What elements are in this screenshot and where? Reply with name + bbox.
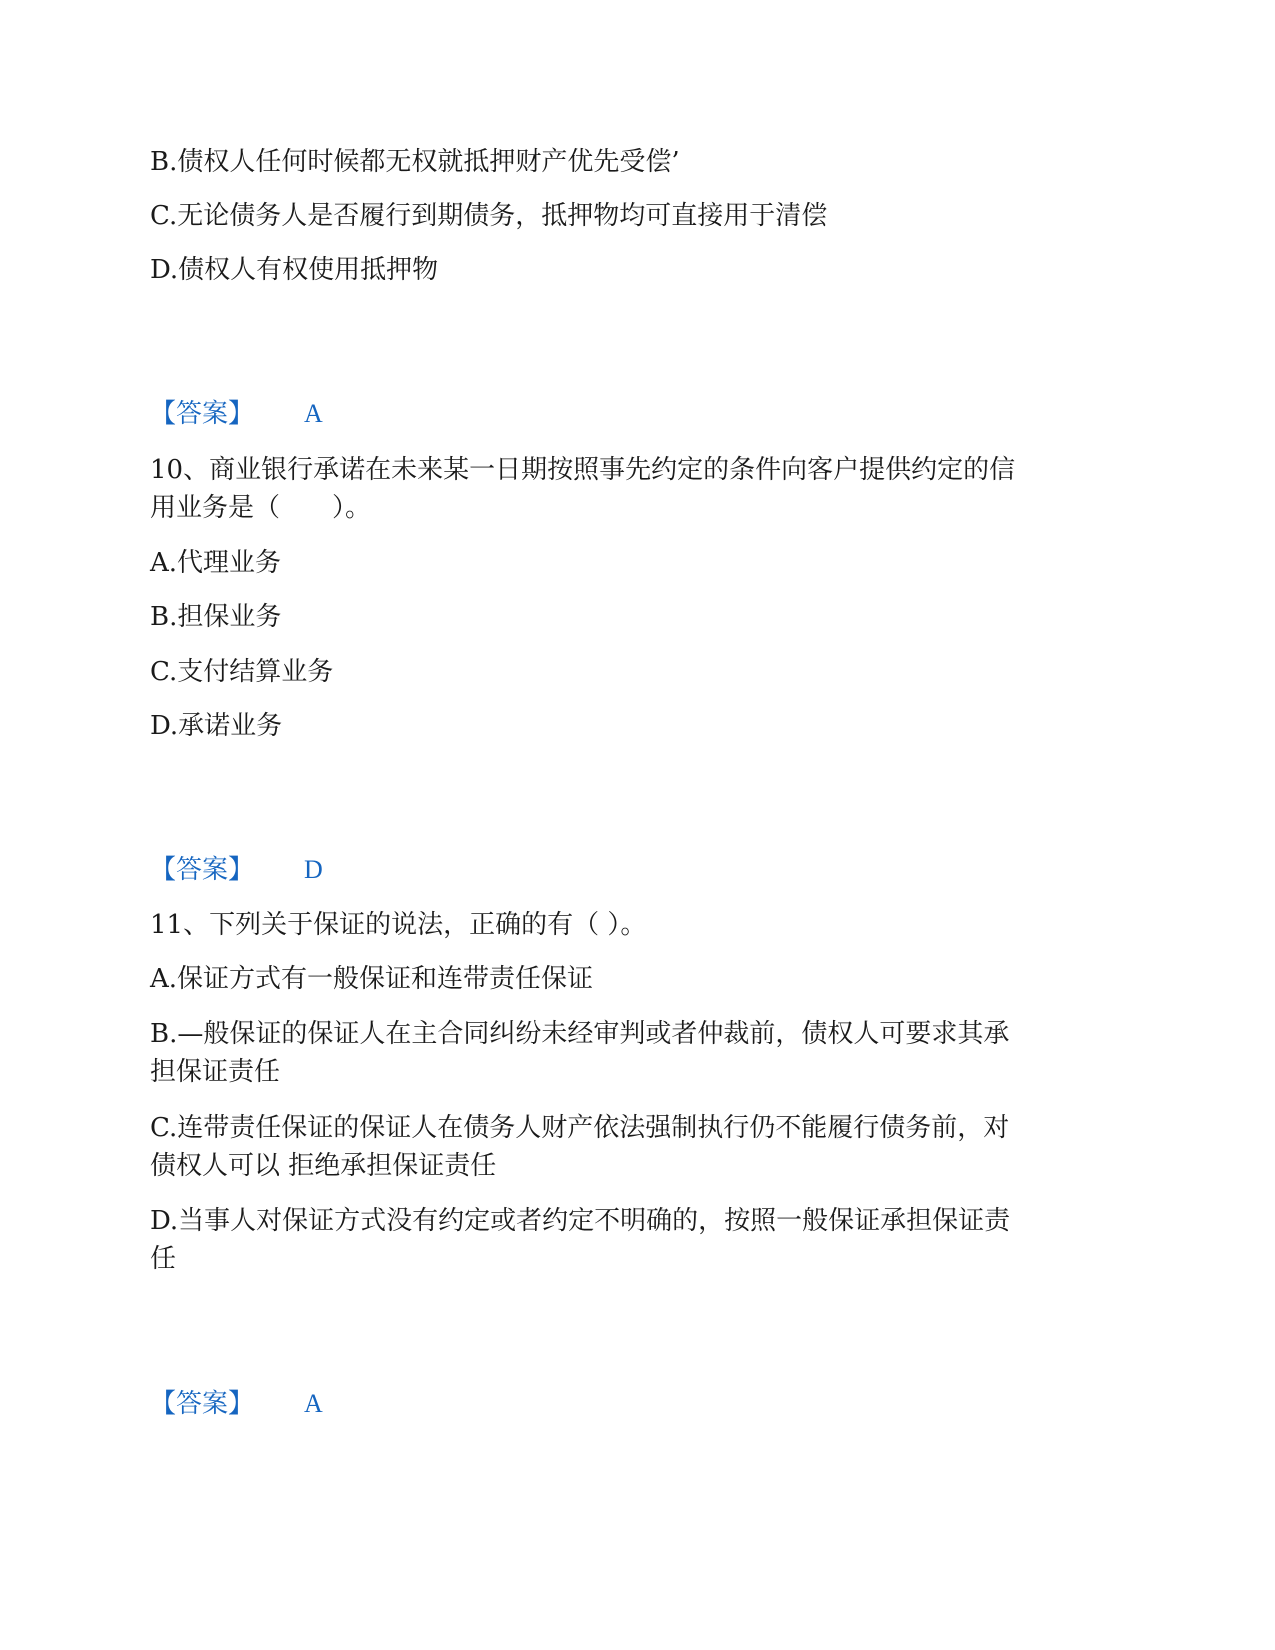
answer-label: 【答案】 xyxy=(150,399,255,429)
q11-option-d-line2: 任 xyxy=(150,1244,177,1274)
q11-option-b-line1: B.—般保证的保证人在主合同纠纷未经审判或者仲裁前，债权人可要求其承 xyxy=(150,1019,1010,1049)
q11-option-d-line1: D.当事人对保证方式没有约定或者约定不明确的，按照一般保证承担保证责 xyxy=(150,1206,1011,1236)
prev-option-d: D.债权人有权使用抵押物 xyxy=(150,255,439,285)
answer-label: 【答案】 xyxy=(150,855,255,885)
q10-stem-line2: 用业务是（ ）。 xyxy=(150,493,372,523)
answer-value: A xyxy=(304,1389,323,1418)
q10-option-d: D.承诺业务 xyxy=(150,711,283,741)
q10-answer xyxy=(150,850,323,890)
prev-option-c: C.无论债务人是否履行到期债务，抵押物均可直接用于清偿 xyxy=(150,201,828,231)
q10-option-a: A.代理业务 xyxy=(150,548,282,578)
q10-stem-line1: 10、商业银行承诺在未来某一日期按照事先约定的条件向客户提供约定的信 xyxy=(150,455,1016,485)
answer-value: D xyxy=(304,855,323,884)
q11-stem: 11、下列关于保证的说法，正确的有（ ）。 xyxy=(150,910,647,940)
prev-option-b: B.债权人任何时候都无权就抵押财产优先受偿’ xyxy=(150,147,680,177)
q11-answer xyxy=(150,1384,323,1424)
q10-option-c: C.支付结算业务 xyxy=(150,657,334,687)
prev-answer xyxy=(150,394,323,434)
q11-option-c-line1: C.连带责任保证的保证人在债务人财产依法强制执行仍不能履行债务前，对 xyxy=(150,1113,1010,1143)
answer-value: A xyxy=(304,399,323,428)
q11-option-b-line2: 担保证责任 xyxy=(150,1057,281,1087)
q11-option-c-line2: 债权人可以 拒绝承担保证责任 xyxy=(150,1151,497,1181)
q11-option-a: A.保证方式有一般保证和连带责任保证 xyxy=(150,964,594,994)
answer-label: 【答案】 xyxy=(150,1389,255,1419)
q10-option-b: B.担保业务 xyxy=(150,602,282,632)
